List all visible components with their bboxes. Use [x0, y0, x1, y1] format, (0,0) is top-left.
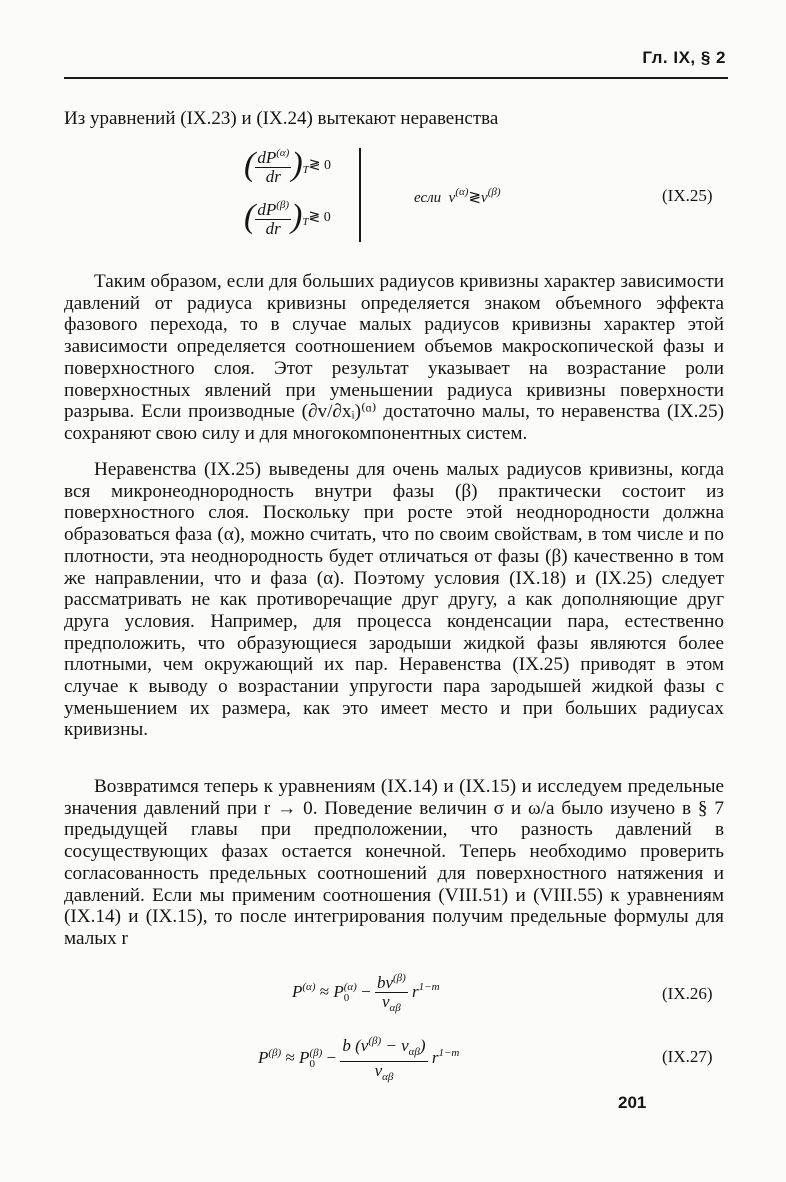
page-number: 201 [618, 1093, 647, 1112]
intro-line: Из уравнений (IX.23) и (IX.24) вытекают неравенства [64, 108, 499, 129]
eq25-ineq-beta: ( $\frac{dP^{(\beta)}}{dr}$ )$_T≷$ 0 [244, 198, 331, 238]
eq25-number: (IX.25) [662, 186, 713, 205]
paragraph-3: Возвратимся теперь к уравнениям (IX.14) и (IX.15) и исследуем предельные значения давлений при r → 0. Поведение величин σ и ω/a было изучено в § 7 предыдущей главы при предположении, что разность давлений в сосуществующих фазах остается конечной. Теперь необходимо проверить согласованность предельных соотношений для поверхностного натяжения и давлений. Если мы применим соотношения (VIII.51) и (VIII.55) к уравнениям (IX.14) и (IX.15), то после интегрирования получим предельные формулы для малых r [64, 776, 724, 949]
paragraph-1: Таким образом, если для больших радиусов кривизны характер зависимости давлений от радиуса кривизны определяется знаком объемного эффекта фазового перехода, то в случае малых радиусов кривизны характер этой зависимости определяется соотношением объемов макроскопической фазы и поверхностного слоя. Этот результат указывает на возрастание роли поверхностных явлений при уменьшении радиуса кривизны поверхности разрыва. Если производные (∂v/∂xᵢ)⁽ᵅ⁾ достаточно малы, то неравенства (IX.25) сохраняют свою силу и для многокомпонентных систем. [64, 271, 724, 444]
eq26-formula: $P^{(\alpha)} \approx P$ (α) 0 − $\frac{bv^{(\beta)}}{v_{\alpha\beta}}$ $r^{1-m}$ [292, 969, 440, 1017]
eq27-formula: $P^{(\beta)} \approx P$ (β) 0 − $\frac{b (v^{(\beta)} - v_{\alpha\beta})}{v_{\alpha\beta}}$ $r^{1-m}$ [258, 1032, 459, 1086]
eq25-divider [359, 148, 361, 242]
eq25-condition: если $v^{(\alpha)}≷v^{(\beta)}$ [414, 186, 501, 206]
running-header: Гл. IX, § 2 [642, 48, 726, 67]
paragraph-2: Неравенства (IX.25) выведены для очень малых радиусов кривизны, когда вся микронеоднородность внутри фазы (β) практически состоит из поверхностного слоя. Поскольку при росте этой неоднородности должна образоваться фаза (α), можно считать, что по своим свойствам, в том числе и по плотности, эта неоднородность будет отличаться от фазы (β) качественно в том же направлении, что и фаза (α). Поэтому условия (IX.18) и (IX.25) следует рассматривать не как противоречащие друг другу, а как дополняющие друг друга условия. Например, для процесса конденсации пара, естественно предположить, что образующиеся зародыши жидкой фазы являются более плотными, чем окружающий их пар. Неравенства (IX.25) приводят в этом случае к выводу о возрастании упругости пара зародышей жидкой фазы с уменьшением их размера, как это имеет место и при больших радиусах кривизны. [64, 459, 724, 741]
eq25-ineq-alpha: ( $\frac{dP^{(\alpha)}}{dr}$ )$_T≷$ 0 [244, 146, 332, 186]
header-rule [64, 77, 728, 79]
eq26-number: (IX.26) [662, 984, 713, 1003]
eq27-number: (IX.27) [662, 1047, 713, 1066]
